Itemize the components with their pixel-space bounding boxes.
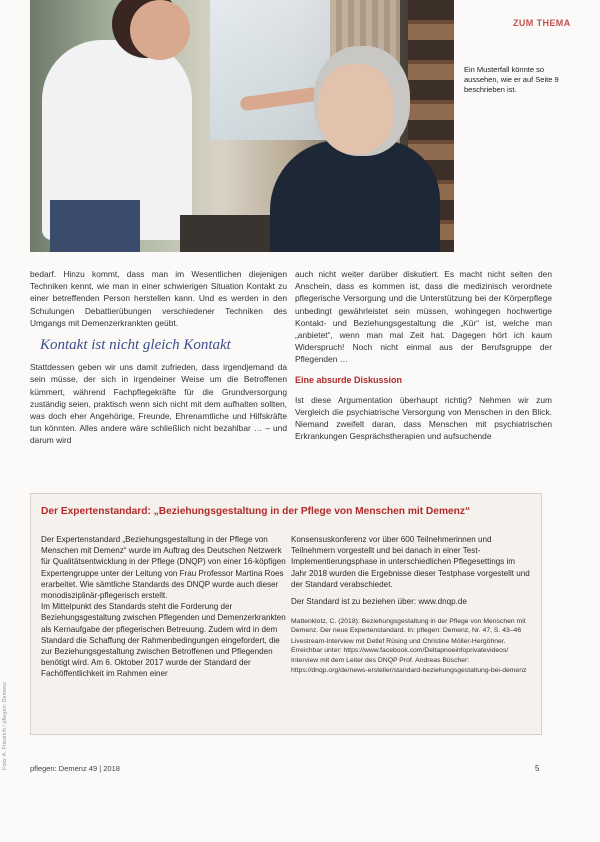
reference-item[interactable]: Livestream-Interview mit Detlef Rüsing und Christine Möller-Hergöhner. Erreichbar unter: https://www.facebook.com/Deltapnoeinfoprivatevideos/: [291, 637, 509, 654]
info-box-column-right: [291, 534, 531, 676]
reference-item: Interview mit dem Leiter des DNQP Prof. Andreas Büscher:: [291, 657, 470, 665]
reference-item[interactable]: https://dnqp.org/de/news-ersteller/standard-beziehungsgestaltung-bei-demenz: [291, 667, 527, 675]
article-paragraph: bedarf. Hinzu kommt, dass man im Wesentlichen diejenigen Techniken kennt, wie man in einer schwierigen Situation Kontakt zu einer betreffenden Person herstellen kann. Und es werden in den Schulungen Debattierübungen verschiedener Techniken des Umgangs mit Demenzerkrankten geübt.: [30, 269, 287, 328]
article-column-right: [295, 268, 552, 443]
info-box-paragraph: Konsensuskonferenz vor über 600 Teilnehmerinnen und Teilnehmern vorgestellt und bei danach in einer Test-Implementierungsphase in unterschiedlichen Pflegesettings im Jahr 2018 wurden die Ergebnisse dieser Testphase vorgestellt und der Standard verabschiedet.: [291, 535, 530, 589]
photo-nurse-head: [130, 0, 190, 60]
photo-window: [210, 0, 330, 140]
section-tag: ZUM THEMA: [513, 18, 571, 28]
page-number: 5: [535, 764, 540, 773]
references-list: [291, 617, 531, 675]
article-column-left: [30, 268, 287, 447]
info-box: [30, 493, 542, 735]
photo-credit: Foto: A. Friedrich / pflegen: Demenz: [2, 681, 8, 770]
info-box-column-left: [41, 534, 287, 680]
photo-elderly-woman: [270, 140, 440, 252]
journal-footer: pflegen: Demenz 49 | 2018: [30, 764, 120, 773]
photo-caption: Ein Musterfall könnte so aussehen, wie er auf Seite 9 beschrieben ist.: [464, 65, 559, 94]
reference-item: Mattenklotz, C. (2018): Beziehungsgestaltung in der Pflege von Menschen mit Demenz. Der neue Expertenstandard. In: pflegen: Demenz, Nr. 47, S. 43–46: [291, 618, 526, 635]
header-photo: [30, 0, 454, 252]
article-paragraph: auch nicht weiter darüber diskutiert. Es macht nicht selten den Anschein, dass es kommen ist, dass die medizinisch verordnete pflegerische Versorgung und die Unterstützung bei der Körperpflege unbedingt gewährleistet sein müssen, wohingegen hochwertige Kontakt- und Beziehungsgestaltung die „Kür“ ist, welche man „anbietet“, wenn man mal Zeit hat. Dagegen hört ich kaum Widerspruch! Noch nicht einmal aus der Berufsgruppe der Pflegenden …: [295, 269, 552, 365]
info-box-paragraph: Im Mittelpunkt des Standards steht die Forderung der Beziehungsgestaltung zwischen Pflegenden und Demenzerkrankten als Kernaufgabe der pflegerischen Betreuung. Zudem wird in dem Standard die Schaffung der Rahmenbedingungen eingefordert, die zur Beziehungsgestaltung zwischen Betroffenen und Pflegenden benötigt wird. Am 6. Oktober 2017 wurde der Standard der Fachöffentlichkeit im Rahmen einer: [41, 602, 286, 679]
info-box-title: Der Expertenstandard: „Beziehungsgestaltung in der Pflege von Menschen mit Demenz“: [41, 506, 471, 517]
article-red-heading: Eine absurde Diskussion: [295, 374, 403, 385]
article-subheading: Kontakt ist nicht gleich Kontakt: [40, 337, 231, 354]
photo-nurse-legs: [50, 200, 140, 252]
standard-link-line[interactable]: Der Standard ist zu beziehen über: www.dnqp.de: [291, 597, 467, 607]
photo-elderly-woman-head: [318, 64, 394, 154]
info-box-paragraph: Der Expertenstandard „Beziehungsgestaltung in der Pflege von Menschen mit Demenz“ wurde im Auftrag des Deutschen Netzwerk für Qualitätsentwicklung in der Pflege (DNQP) von einer 16-köpfigen Expertengruppe unter der Leitung von Frau Professor Martina Roes erarbeitet. Wie sämtliche Standards des DNQP wurde auch dieser monodisziplinär-pflegerisch erstellt.: [41, 535, 286, 601]
article-paragraph: Stattdessen geben wir uns damit zufrieden, dass irgendjemand da sein müsse, der sich in irgendeiner Weise um die Betroffenen kümmert, während Fachpflegekräfte für die Grundversorgung zuständig seien, praktisch wenn sich nicht mit dem aufhalten sollten, was doch eher Angehörige, Freunde, Ehrenamtliche und Hilfskräfte tun könnten. Alles andere wäre schließlich nicht bezahlbar … – und darum wird: [30, 362, 287, 446]
article-paragraph: Ist diese Argumentation überhaupt richtig? Nehmen wir zum Vergleich die psychiatrische Versorgung von Menschen in den Blick. Niemand zweifelt daran, dass Menschen mit psychiatrischen Erkrankungen Gesprächstherapien und aufsuchende: [295, 394, 552, 442]
